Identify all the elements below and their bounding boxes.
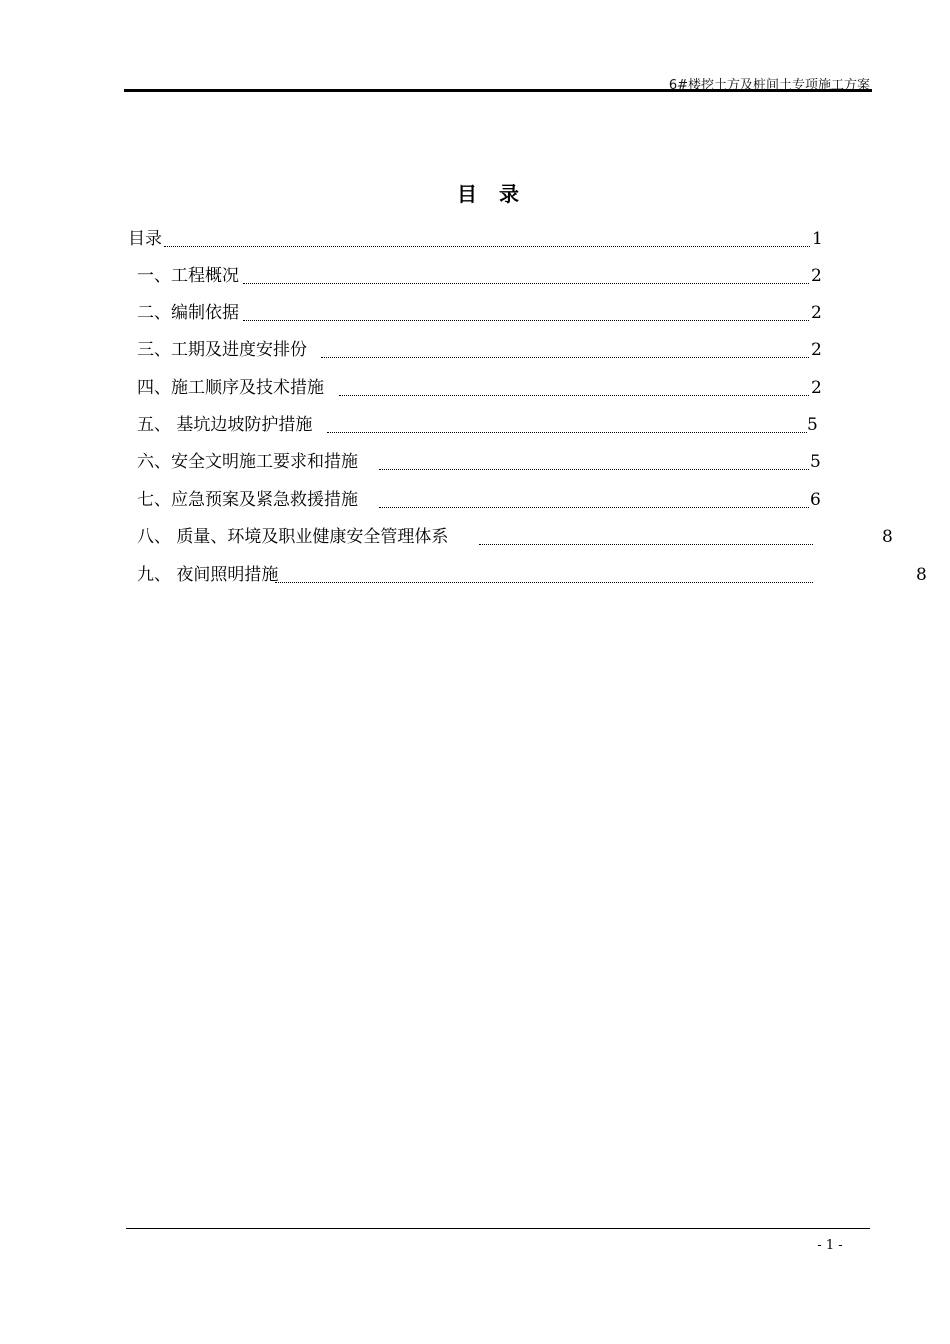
- toc-entry[interactable]: [137, 413, 822, 437]
- toc-entry[interactable]: [137, 264, 822, 288]
- toc-entry-label: 目录: [128, 229, 162, 249]
- toc-entry[interactable]: [137, 450, 822, 474]
- toc-entry-label: 七、应急预案及紧急救援措施: [137, 490, 358, 510]
- toc-entry[interactable]: [137, 488, 822, 512]
- header-rule: [124, 89, 872, 92]
- toc-entry-page: 2: [811, 378, 822, 398]
- toc-leader-dots: [243, 283, 809, 284]
- toc-entry[interactable]: [137, 525, 897, 549]
- toc-entry-label: 三、工期及进度安排份: [137, 340, 307, 360]
- toc-leader-dots: [243, 320, 809, 321]
- toc-leader-dots: [327, 432, 807, 433]
- toc-entry-page: 1: [812, 229, 823, 249]
- toc-leader-dots: [164, 246, 810, 247]
- toc-entry-label: 八、 质量、环境及职业健康安全管理体系: [137, 527, 449, 547]
- toc-leader-dots: [479, 544, 813, 545]
- toc-entry[interactable]: [137, 376, 822, 400]
- toc-entry-page: 8: [916, 565, 927, 585]
- toc-leader-dots: [379, 469, 809, 470]
- toc-entry-page: 5: [810, 452, 821, 472]
- footer-page-number: - 1 -: [817, 1238, 843, 1253]
- toc-entry[interactable]: [137, 563, 930, 587]
- toc-entry-page: 2: [811, 303, 822, 323]
- toc-entry[interactable]: [137, 301, 822, 325]
- toc-entry-label: 九、 夜间照明措施: [137, 565, 279, 585]
- toc-leader-dots: [321, 357, 809, 358]
- toc-entry-page: 2: [811, 266, 822, 286]
- toc-leader-dots: [275, 582, 813, 583]
- toc-entry-page: 2: [811, 340, 822, 360]
- toc-entry-page: 8: [882, 527, 893, 547]
- toc-entry-label: 二、编制依据: [137, 303, 239, 323]
- toc-entry[interactable]: [137, 338, 822, 362]
- toc-entry-label: 五、 基坑边坡防护措施: [137, 415, 313, 435]
- toc-entry-page: 6: [810, 490, 821, 510]
- header-title: 6#楼挖土方及桩间土专项施工方案: [668, 78, 870, 93]
- toc-entry-label: 四、施工顺序及技术措施: [137, 378, 324, 398]
- toc-entry-page: 5: [807, 415, 818, 435]
- toc-title: 目录: [457, 182, 541, 206]
- toc-entry-label: 六、安全文明施工要求和措施: [137, 452, 358, 472]
- toc-entry-label: 一、工程概况: [137, 266, 239, 286]
- toc-entry[interactable]: [128, 227, 822, 251]
- toc-leader-dots: [379, 507, 809, 508]
- footer-rule: [126, 1228, 870, 1229]
- toc-leader-dots: [339, 395, 809, 396]
